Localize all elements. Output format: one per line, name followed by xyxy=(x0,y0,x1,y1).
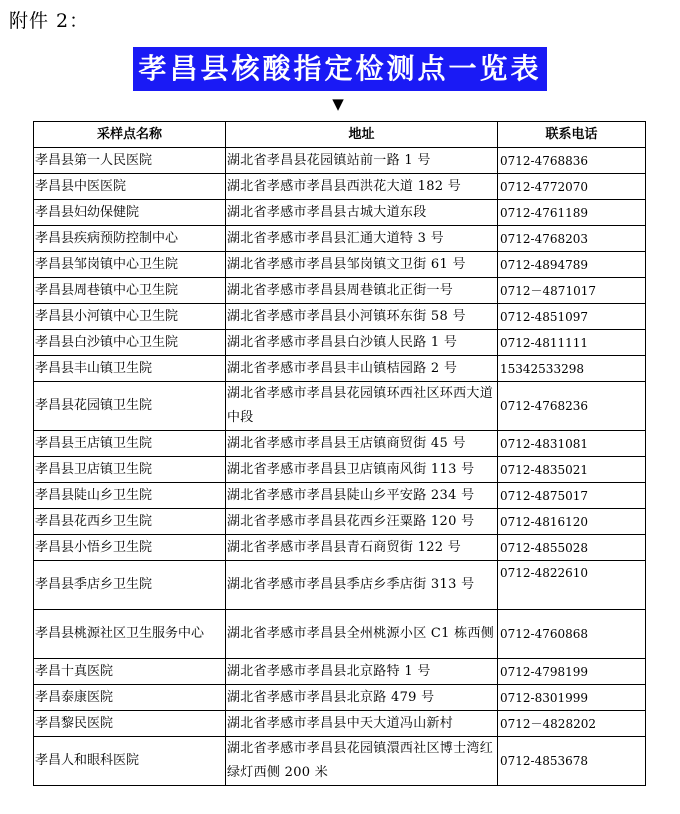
phone-cell: 0712-4768236 xyxy=(498,382,646,431)
site-name-cell: 孝昌县丰山镇卫生院 xyxy=(34,356,226,382)
table-row xyxy=(34,610,646,659)
site-name-cell: 孝昌黎民医院 xyxy=(34,711,226,737)
table-row xyxy=(34,509,646,535)
address-cell: 湖北省孝感市孝昌县全州桃源小区 C1 栋西侧 xyxy=(226,610,498,659)
address-cell: 湖北省孝感市孝昌县邹岗镇文卫街 61 号 xyxy=(226,252,498,278)
address-cell: 湖北省孝感市孝昌县古城大道东段 xyxy=(226,200,498,226)
phone-cell: 0712-8301999 xyxy=(498,685,646,711)
address-cell: 湖北省孝感市孝昌县王店镇商贸街 45 号 xyxy=(226,431,498,457)
table-row xyxy=(34,685,646,711)
header-phone: 联系电话 xyxy=(498,122,646,148)
address-cell: 湖北省孝感市孝昌县季店乡季店街 313 号 xyxy=(226,561,498,610)
phone-cell: 0712-4851097 xyxy=(498,304,646,330)
site-name-cell: 孝昌县疾病预防控制中心 xyxy=(34,226,226,252)
address-cell: 湖北省孝感市孝昌县周巷镇北正街一号 xyxy=(226,278,498,304)
phone-cell: 0712-4894789 xyxy=(498,252,646,278)
phone-cell: 0712-4835021 xyxy=(498,457,646,483)
address-cell: 湖北省孝感市孝昌县北京路特 1 号 xyxy=(226,659,498,685)
site-name-cell: 孝昌县王店镇卫生院 xyxy=(34,431,226,457)
table-row xyxy=(34,278,646,304)
phone-cell: 0712-4768836 xyxy=(498,148,646,174)
header-address: 地址 xyxy=(226,122,498,148)
address-cell: 湖北省孝感市孝昌县花园镇澴西社区博士湾红绿灯西侧 200 米 xyxy=(226,737,498,786)
site-name-cell: 孝昌县妇幼保健院 xyxy=(34,200,226,226)
phone-cell: 0712-4816120 xyxy=(498,509,646,535)
table-row xyxy=(34,737,646,786)
site-name-cell: 孝昌县季店乡卫生院 xyxy=(34,561,226,610)
phone-cell: 0712-4768203 xyxy=(498,226,646,252)
phone-cell: 15342533298 xyxy=(498,356,646,382)
site-name-cell: 孝昌县中医医院 xyxy=(34,174,226,200)
table-row xyxy=(34,304,646,330)
table-row xyxy=(34,174,646,200)
address-cell: 湖北省孝感市孝昌县白沙镇人民路 1 号 xyxy=(226,330,498,356)
site-name-cell: 孝昌县小河镇中心卫生院 xyxy=(34,304,226,330)
phone-cell: 0712-4761189 xyxy=(498,200,646,226)
phone-cell: 0712-4875017 xyxy=(498,483,646,509)
attachment-label: 附件 2： xyxy=(9,10,90,32)
phone-cell: 0712－4871017 xyxy=(498,278,646,304)
page-title: 孝昌县核酸指定检测点一览表 xyxy=(133,47,546,91)
address-cell: 湖北省孝感市孝昌县青石商贸街 122 号 xyxy=(226,535,498,561)
table-row xyxy=(34,330,646,356)
down-arrow-icon: ▼ xyxy=(332,95,344,113)
table-row xyxy=(34,659,646,685)
site-name-cell: 孝昌县周巷镇中心卫生院 xyxy=(34,278,226,304)
site-name-cell: 孝昌县邹岗镇中心卫生院 xyxy=(34,252,226,278)
table-row xyxy=(34,226,646,252)
table-row xyxy=(34,382,646,431)
phone-cell: 0712-4855028 xyxy=(498,535,646,561)
site-name-cell: 孝昌人和眼科医院 xyxy=(34,737,226,786)
phone-cell: 0712-4798199 xyxy=(498,659,646,685)
site-name-cell: 孝昌县白沙镇中心卫生院 xyxy=(34,330,226,356)
table-row xyxy=(34,252,646,278)
table-row xyxy=(34,431,646,457)
address-cell: 湖北省孝感市孝昌县丰山镇桔园路 2 号 xyxy=(226,356,498,382)
table-row xyxy=(34,561,646,610)
testing-sites-table xyxy=(33,121,646,786)
site-name-cell: 孝昌县小悟乡卫生院 xyxy=(34,535,226,561)
table-row xyxy=(34,535,646,561)
address-cell: 湖北省孝感市孝昌县北京路 479 号 xyxy=(226,685,498,711)
table-row xyxy=(34,200,646,226)
phone-cell: 0712－4828202 xyxy=(498,711,646,737)
address-cell: 湖北省孝感市孝昌县汇通大道特 3 号 xyxy=(226,226,498,252)
table-header-row xyxy=(34,122,646,148)
table-row xyxy=(34,457,646,483)
phone-cell: 0712-4760868 xyxy=(498,610,646,659)
phone-cell: 0712-4772070 xyxy=(498,174,646,200)
address-cell: 湖北省孝感市孝昌县花西乡汪粟路 120 号 xyxy=(226,509,498,535)
phone-cell: 0712-4811111 xyxy=(498,330,646,356)
site-name-cell: 孝昌县花西乡卫生院 xyxy=(34,509,226,535)
table-row xyxy=(34,356,646,382)
site-name-cell: 孝昌县卫店镇卫生院 xyxy=(34,457,226,483)
site-name-cell: 孝昌十真医院 xyxy=(34,659,226,685)
table-row xyxy=(34,483,646,509)
phone-cell: 0712-4853678 xyxy=(498,737,646,786)
address-cell: 湖北省孝感市孝昌县卫店镇南风街 113 号 xyxy=(226,457,498,483)
phone-cell: 0712-4822610 xyxy=(498,561,646,610)
address-cell: 湖北省孝感市孝昌县陡山乡平安路 234 号 xyxy=(226,483,498,509)
address-cell: 湖北省孝感市孝昌县小河镇环东街 58 号 xyxy=(226,304,498,330)
title-container xyxy=(0,47,680,91)
header-site-name: 采样点名称 xyxy=(34,122,226,148)
address-cell: 湖北省孝昌县花园镇站前一路 1 号 xyxy=(226,148,498,174)
address-cell: 湖北省孝感市孝昌县西洪花大道 182 号 xyxy=(226,174,498,200)
site-name-cell: 孝昌县花园镇卫生院 xyxy=(34,382,226,431)
site-name-cell: 孝昌县第一人民医院 xyxy=(34,148,226,174)
table-body xyxy=(34,148,646,786)
site-name-cell: 孝昌县陡山乡卫生院 xyxy=(34,483,226,509)
address-cell: 湖北省孝感市孝昌县中天大道冯山新村 xyxy=(226,711,498,737)
table-row xyxy=(34,711,646,737)
phone-cell: 0712-4831081 xyxy=(498,431,646,457)
site-name-cell: 孝昌县桃源社区卫生服务中心 xyxy=(34,610,226,659)
table-row xyxy=(34,148,646,174)
address-cell: 湖北省孝感市孝昌县花园镇环西社区环西大道中段 xyxy=(226,382,498,431)
site-name-cell: 孝昌泰康医院 xyxy=(34,685,226,711)
